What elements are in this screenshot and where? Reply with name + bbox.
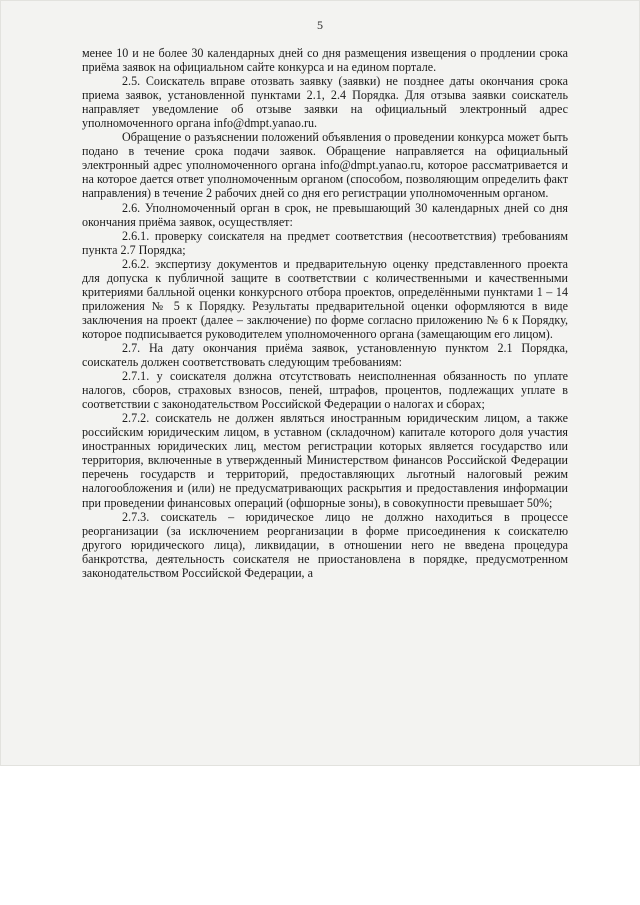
paragraph: менее 10 и не более 30 календарных дней со дня размещения извещения о продлении срока приёма заявок на официальном сайте конкурса и на едином портале.: [82, 46, 568, 75]
paragraph: 2.7. На дату окончания приёма заявок, установленную пунктом 2.1 Порядка, соискатель должен соответствовать следующим требованиям:: [82, 340, 568, 370]
paragraph: 2.7.2. соискатель не должен являться иностранным юридическим лицом, а также российским юридическим лицом, в уставном (складочном) капитале которого доля участия иностранных юридических лиц, местом регистрации которых является государство или территория, включенные в утвержденный Министерством финансов Российской Федерации перечень государств и территорий, предоставляющих льготный налоговый режим налогообложения и (или) не предусматривающих раскрытия и предоставления информации при проведении финансовых операций (офшорные зоны), в совокупности превышает 50%;: [82, 411, 568, 510]
paragraph: Обращение о разъяснении положений объявления о проведении конкурса может быть подано в течение срока подачи заявок. Обращение направляется на официальный электронный адрес уполномоченного органа info@dmpt.yanao.ru, которое рассматривается и на которое дается ответ уполномоченным органом (способом, позволяющим определить факт направления) в течение 2 рабочих дней со дня его регистрации уполномоченным органом.: [82, 130, 568, 201]
page-number: 5: [317, 18, 323, 32]
document-body: [82, 46, 568, 580]
paragraph: 2.6.2. экспертизу документов и предварительную оценку представленного проекта для допуска к публичной защите в соответствии с количественными и качественными критериями балльной оценки конкурсного отбора проектов, определёнными пунктами 1 – 14 приложения № 5 к Порядку. Результаты предварительной оценки оформляются в виде заключения на проект (далее – заключение) по форме согласно приложению № 6 к Порядку, которое подписывается руководителем уполномоченного органа (замещающим его лицом).: [82, 256, 568, 341]
paragraph: 2.6.1. проверку соискателя на предмет соответствия (несоответствия) требованиям пункта 2.7 Порядка;: [82, 228, 568, 257]
paragraph: 2.6. Уполномоченный орган в срок, не превышающий 30 календарных дней со дня окончания приёма заявок, осуществляет:: [82, 200, 568, 229]
paragraph: 2.5. Соискатель вправе отозвать заявку (заявки) не позднее даты окончания срока приема заявок, установленной пунктами 2.1, 2.4 Порядка. Для отзыва заявки соискатель направляет уведомление об отзыве заявки на официальный электронный адрес уполномоченного органа info@dmpt.yanao.ru.: [82, 74, 568, 131]
blank-margin: [0, 766, 640, 905]
paragraph: 2.7.1. у соискателя должна отсутствовать неисполненная обязанность по уплате налогов, сборов, страховых взносов, пеней, штрафов, процентов, подлежащих уплате в соответствии с законодательством Российской Федерации о налогах и сборах;: [82, 369, 568, 412]
paragraph: 2.7.3. соискатель – юридическое лицо не должно находиться в процессе реорганизации (за исключением реорганизации в форме присоединения к соискателю другого юридического лица), ликвидации, в отношении него не введена процедура банкротства, деятельность соискателя не приостановлена в порядке, предусмотренном законодательством Российской Федерации, а: [82, 509, 568, 580]
